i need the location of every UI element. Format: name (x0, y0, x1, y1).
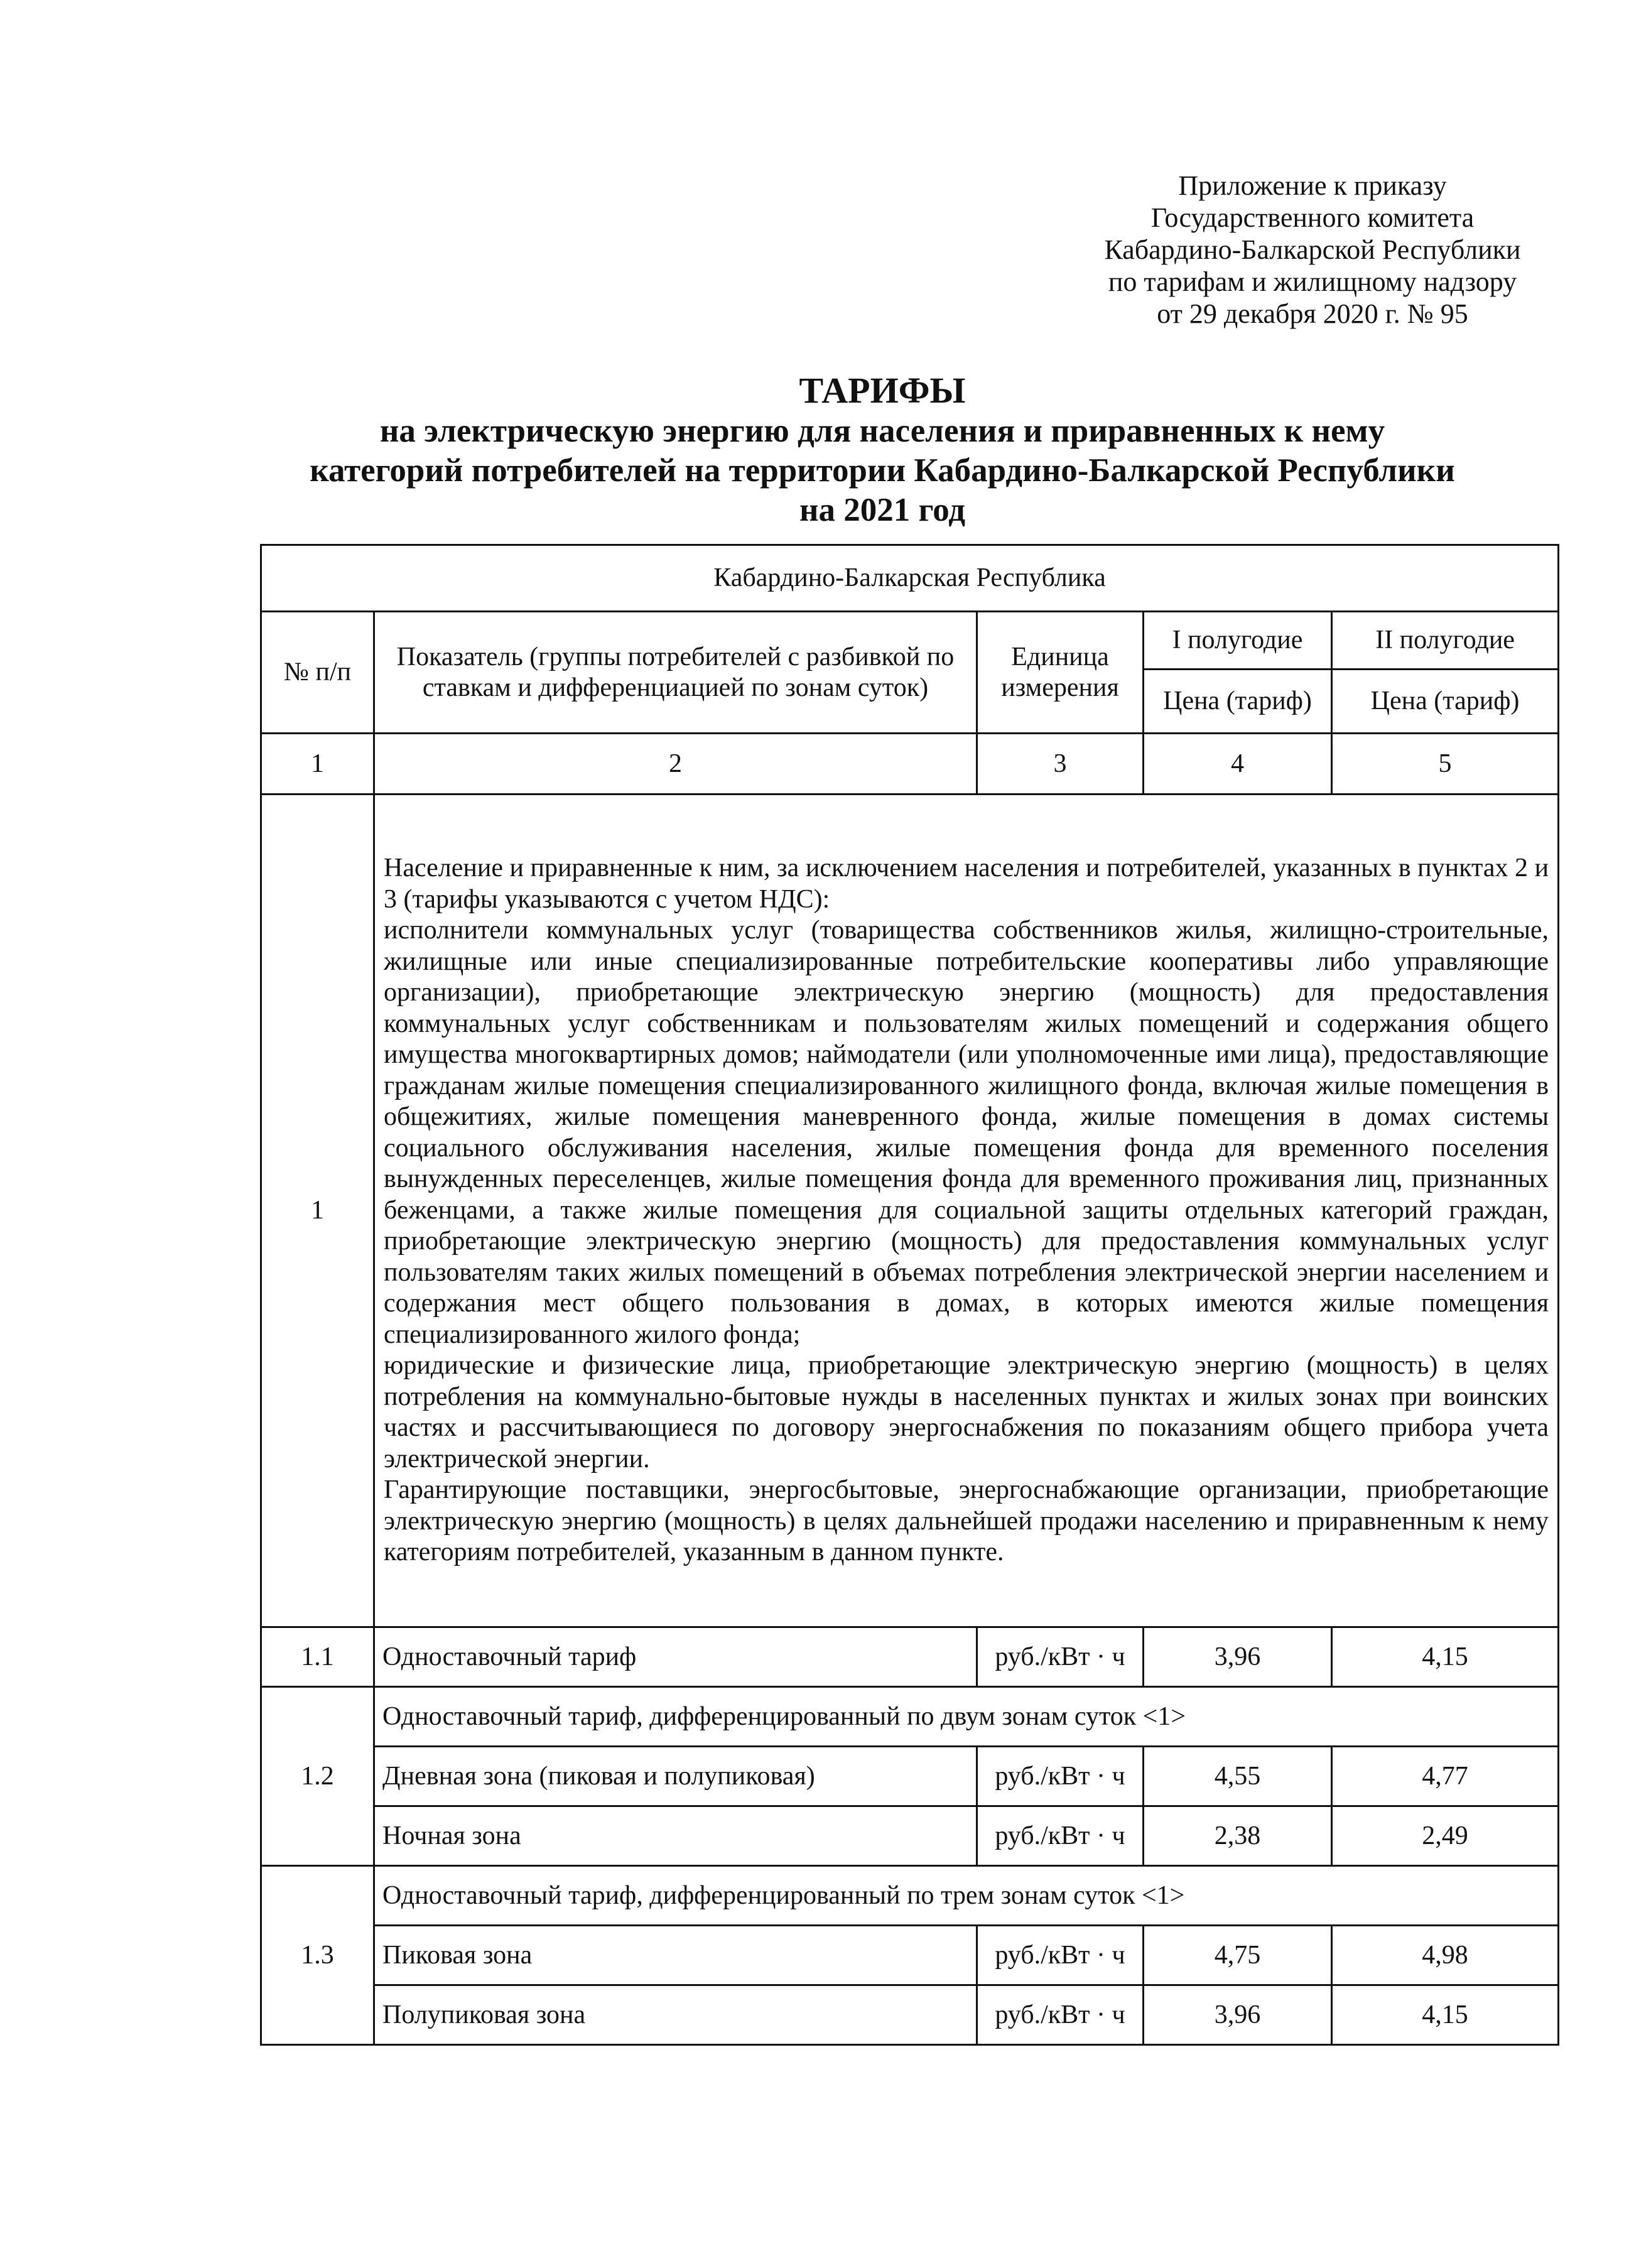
title-line: на 2021 год (799, 492, 966, 528)
appendix-line: Государственного комитета (1150, 202, 1475, 233)
section-row (261, 795, 1559, 1627)
row-value-half1: 4,55 (1144, 1747, 1332, 1806)
row-value-half2: 2,49 (1332, 1806, 1559, 1866)
row-value-half2: 4,98 (1332, 1926, 1559, 1985)
tariff-row (261, 1627, 1559, 1687)
section-paragraph: Население и приравненные к ним, за исключением населения и потребителей, указанных в пунктах 2 и 3 (тарифы указываются с учетом НДС): (384, 854, 1549, 914)
row-value-half2: 4,15 (1332, 1627, 1559, 1687)
row-value-half2: 4,15 (1332, 1985, 1559, 2045)
appendix-line: Кабардино-Балкарской Республики (1104, 234, 1521, 265)
group-heading-row (261, 1687, 1559, 1747)
row-name: Одноставочный тариф (374, 1627, 977, 1687)
document-title (207, 371, 1557, 530)
region-row (261, 545, 1559, 612)
column-number-row (261, 734, 1559, 795)
row-value-half1: 3,96 (1144, 1985, 1332, 2045)
row-num: 1.1 (261, 1627, 374, 1687)
header-price2: Цена (тариф) (1332, 670, 1559, 734)
tariff-row (261, 1747, 1559, 1806)
section-description (374, 795, 1559, 1627)
title-line: ТАРИФЫ (799, 370, 966, 411)
tariff-table (260, 544, 1559, 2046)
title-line: категорий потребителей на территории Кабардино-Балкарской Республики (310, 452, 1455, 489)
header-indicator: Показатель (группы потребителей с разбивкой по ставкам и дифференциацией по зонам суток) (374, 612, 977, 734)
header-num: № п/п (261, 612, 374, 734)
row-name: Пиковая зона (374, 1926, 977, 1985)
header-price1: Цена (тариф) (1144, 670, 1332, 734)
column-number: 5 (1332, 734, 1559, 795)
appendix-line: по тарифам и жилищному надзору (1108, 266, 1517, 297)
group-heading: Одноставочный тариф, дифференцированный по двум зонам суток <1> (374, 1687, 1559, 1747)
section-paragraph: исполнители коммунальных услуг (товарищества собственников жилья, жилищно-строительные, жилищные или иные специализированные потребительские кооперативы либо управляющие организации), приобретающие электрическую энергию (мощность) для предоставления коммунальных услуг собственникам и пользователям жилых помещений и содержания общего имущества многоквартирных домов; наймодатели (или уполномоченные ими лица), предоставляющие гражданам жилые помещения специализированного жилищного фонда, включая жилые помещения в общежитиях, жилые помещения маневренного фонда, жилые помещения в домах системы социального обслуживания населения, жилые помещения фонда для временного поселения вынужденных переселенцев, жилые помещения фонда для временного проживания лиц, признанных беженцами, а также жилые помещения для социальной защиты отдельных категорий граждан, приобретающие электрическую энергию (мощность) для предоставления коммунальных услуг пользователям таких жилых помещений в объемах потребления электрической энергии населением и содержания мест общего пользования в домах, в которых имеются жилые помещения специализированного жилого фонда; (384, 916, 1549, 1349)
row-name: Дневная зона (пиковая и полупиковая) (374, 1747, 977, 1806)
tariff-row (261, 1985, 1559, 2045)
column-number: 2 (374, 734, 977, 795)
tariff-row (261, 1806, 1559, 1866)
header-unit: Единица измерения (977, 612, 1144, 734)
row-unit: руб./кВт · ч (977, 1985, 1144, 2045)
appendix-line: от 29 декабря 2020 г. № 95 (1157, 298, 1468, 329)
header-row (261, 612, 1559, 670)
row-unit: руб./кВт · ч (977, 1926, 1144, 1985)
group-heading-row (261, 1866, 1559, 1926)
region-cell: Кабардино-Балкарская Республика (261, 545, 1559, 612)
tariff-row (261, 1926, 1559, 1985)
title-line: на электрическую энергию для населения и приравненных к нему (379, 413, 1385, 449)
header-half1: I полугодие (1144, 612, 1332, 670)
row-unit: руб./кВт · ч (977, 1627, 1144, 1687)
header-half2: II полугодие (1332, 612, 1559, 670)
section-paragraph: Гарантирующие поставщики, энергосбытовые, энергоснабжающие организации, приобретающие электрическую энергию (мощность) в целях дальнейшей продажи населению и приравненным к нему категориям потребителей, указанным в данном пункте. (384, 1475, 1549, 1567)
group-num: 1.2 (261, 1687, 374, 1866)
column-number: 4 (1144, 734, 1332, 795)
column-number: 3 (977, 734, 1144, 795)
group-heading: Одноставочный тариф, дифференцированный по трем зонам суток <1> (374, 1866, 1559, 1926)
section-num: 1 (261, 795, 374, 1627)
section-paragraph: юридические и физические лица, приобретающие электрическую энергию (мощность) в целях потребления на коммунально-бытовые нужды в населенных пунктах и жилых зонах при воинских частях и рассчитывающиеся по договору энергоснабжения по показаниям общего прибора учета электрической энергии. (384, 1351, 1549, 1473)
row-value-half1: 2,38 (1144, 1806, 1332, 1866)
row-value-half2: 4,77 (1332, 1747, 1559, 1806)
appendix-line: Приложение к приказу (1178, 170, 1447, 201)
column-number: 1 (261, 734, 374, 795)
row-unit: руб./кВт · ч (977, 1747, 1144, 1806)
appendix-header (1036, 170, 1589, 330)
group-num: 1.3 (261, 1866, 374, 2045)
row-unit: руб./кВт · ч (977, 1806, 1144, 1866)
row-name: Ночная зона (374, 1806, 977, 1866)
row-value-half1: 4,75 (1144, 1926, 1332, 1985)
row-value-half1: 3,96 (1144, 1627, 1332, 1687)
row-name: Полупиковая зона (374, 1985, 977, 2045)
